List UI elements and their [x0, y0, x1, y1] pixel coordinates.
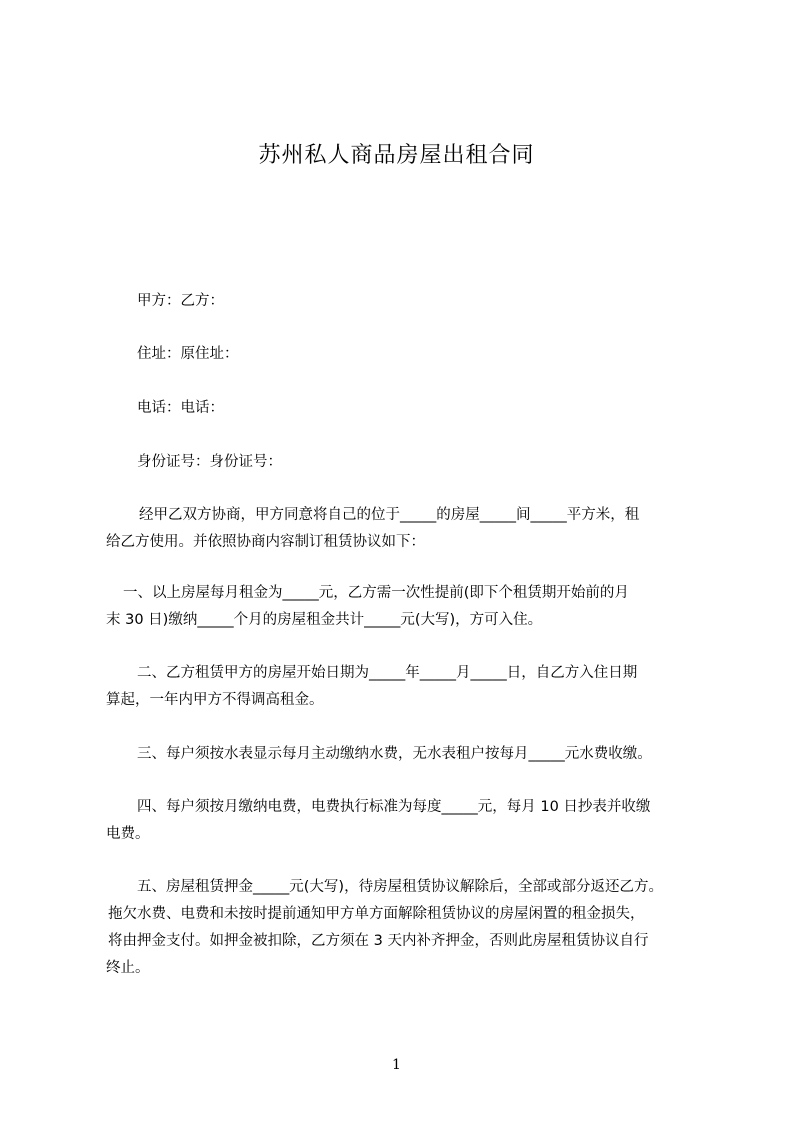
- clause-2-line-1: 二、乙方租赁甲方的房屋开始日期为_____年_____月_____日，自乙方入住日期: [137, 665, 638, 681]
- clause-1-line-1: 一、以上房屋每月租金为_____元，乙方需一次性提前(即下个租赁期开始前的月: [123, 585, 629, 601]
- phone-line: 电话：电话：: [137, 400, 224, 416]
- page-number: 1: [392, 1057, 401, 1073]
- intro-line-1: 经甲乙双方协商，甲方同意将自己的位于_____的房屋_____间_____平方米，租: [139, 507, 640, 523]
- clause-1-line-2: 末 30 日)缴纳_____个月的房屋租金共计_____元(大写)，方可入住。: [106, 612, 543, 628]
- clause-2-line-2: 算起，一年内甲方不得调高租金。: [106, 692, 324, 708]
- clause-4-line-1: 四、每户须按月缴纳电费，电费执行标准为每度_____元，每月 10 日抄表并收缴: [137, 799, 651, 815]
- clause-5-line-4: 终止。: [106, 960, 150, 976]
- clause-3-line-1: 三、每户须按水表显示每月主动缴纳水费，无水表租户按每月_____元水费收缴。: [137, 746, 652, 762]
- party-line: 甲方：乙方：: [137, 293, 224, 309]
- document-title: 苏州私人商品房屋出租合同: [258, 143, 535, 168]
- clause-4-line-2: 电费。: [106, 826, 150, 842]
- intro-line-2: 给乙方使用。并依照协商内容制订租赁协议如下：: [106, 534, 425, 550]
- id-number-line: 身份证号：身份证号：: [137, 454, 282, 470]
- clause-5-line-3: 将由押金支付。如押金被扣除，乙方须在 3 天内补齐押金，否则此房屋租赁协议自行: [108, 933, 649, 949]
- clause-5-line-1: 五、房屋租赁押金_____元(大写)，待房屋租赁协议解除后，全部或部分返还乙方。: [137, 879, 664, 895]
- address-line: 住址：原住址：: [137, 346, 239, 362]
- clause-5-line-2: 拖欠水费、电费和未按时提前通知甲方单方面解除租赁协议的房屋闲置的租金损失，: [108, 906, 645, 922]
